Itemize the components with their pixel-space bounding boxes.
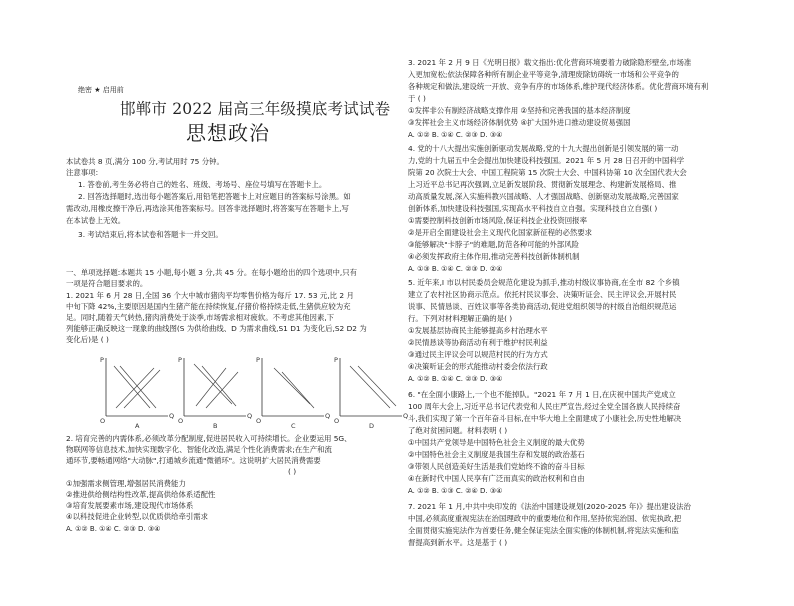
question-1-text: 1. 2021 年 6 月 28 日,全国 36 个大中城市猪肉平均零售价格为每斤 17. 53 元,比 2 月 [66,291,354,300]
question-7-text: 中国,必须高度重视宪法在治国理政中的重要地位和作用,坚持依宪治国、依宪执政,把 [408,514,682,523]
notice-line: 1. 答卷前,考生务必将自己的姓名、班级、考场号、座位号填写在答题卡上。 [78,180,327,189]
question-1-text: 变化后)是 ( ) [66,335,109,344]
question-4-text: 创新体系,加快建设科技强国,实现高水平科技自立自强。实现科技自立自强( ) [408,204,658,213]
notice-line: 在本试卷上无效。 [66,216,126,225]
question-4-option: ④必须发挥政府主体作用,推动完善科技创新体制机制 [408,252,580,261]
curve-line [196,368,226,406]
question-4-option: ①需要控制科技创新市场风险,保证科技企业投资回报率 [408,216,587,225]
question-4-answers: A. ①③ B. ①④ C. ②③ D. ②④ [408,265,503,273]
notice-line: 2. 回答选择题时,选出每小题答案后,用铅笔把答题卡上对应题目的答案标号涂黑。如 [78,192,351,201]
quantity-axis-label: Q [403,412,409,420]
question-5-text: 行。下列对材料理解正确的是( ) [408,314,513,323]
quantity-axis-label: Q [169,412,175,420]
question-2-option: ①加强需求侧管理,增强居民消费能力 [66,479,186,488]
question-2-text: 2. 培育完善的内需体系,必须改革分配制度,促进居民收入可持续增长。企业要运用 5G、 [66,434,352,443]
question-4-option: ③能够解决"卡脖子"的难题,防范各种可能的外部风险 [408,240,579,249]
question-5-option: ④决策听证会的形式能推动村委会依法行政 [408,362,548,371]
exam-title: 邯郸市 2022 届高三年级摸底考试试卷 [120,100,391,118]
question-1-text: 足。同时,随着天气转热,猪肉消费处于淡季,市场需求相对疲软。不考虑其他因素,下 [66,313,335,322]
section-heading: 一、单项选择题:本题共 15 小题,每小题 3 分,共 45 分。在每小题给出的四个选项中,只有 [66,268,358,277]
question-3-option: ③发挥社会主义市场经济体制优势 ④扩大国外进口推动建设贸易强国 [408,118,631,127]
question-4-text: 4. 党的十八大提出实施创新驱动发展战略,党的十九大提出创新是引领发展的第一动 [408,144,679,153]
curve-line [116,368,154,408]
question-2-text: ( ) [288,467,297,476]
curve-line [282,372,314,408]
question-6-text: 了绝对贫困问题。材料表明 ( ) [408,426,508,435]
notice-heading: 注意事项: [66,168,99,177]
question-3-text: 3. 2021 年 2 月 9 日《光明日报》载文指出:优化营商环境要着力破除隐形壁垒,市场准 [408,58,692,67]
question-6-option: ③带领人民创造美好生活是我们党始终不渝的奋斗目标 [408,462,585,471]
question-5-text: 说事、民情恳谈、百姓议事等各类协商活动,促进党组织领导的村级自治组织规范运 [408,302,677,311]
question-6-option: ②中国特色社会主义制度是我国生存和发展的政治基石 [408,450,585,459]
question-4-text: 院第 20 次院士大会、中国工程院第 15 次院士大会、中国科协第 10 次全国代表大会 [408,168,687,177]
supply-demand-graphs [100,352,409,430]
panel-letter: C [291,422,296,430]
question-6-text: 6. "在全面小康路上,一个也不能掉队。"2021 年 7 月 1 日,在庆祝中国共产党成立 [408,390,676,399]
question-6-option: ①中国共产党领导是中国特色社会主义制度的最大优势 [408,438,585,447]
curve-line [274,368,310,404]
question-2-text: 物联网等信息技术,加快实现数字化、智能化改造,满足个性化消费需求;在生产和流 [66,445,332,454]
question-3-text: 各种规定和做法,建设统一开放、竞争有序的市场体系,维护现代经济体系。优化营商环境有利 [408,82,709,91]
question-6-answers: A. ①② B. ①③ C. ②④ D. ③④ [408,487,503,495]
notice-line: 需改动,用橡皮擦干净后,再选涂其他答案标号。回答非选择题时,将答案写在答题卡上,写 [66,204,349,213]
origin-label: O [256,417,262,425]
quantity-axis-label: Q [325,412,331,420]
question-2-answers: A. ①② B. ①④ C. ②③ D. ③④ [66,525,161,533]
question-3-option: ①发挥非公有制经济战略支撑作用 ②坚持和完善我国的基本经济制度 [408,106,631,115]
price-axis-label: P [256,356,260,364]
question-5-option: ③通过民主评议会可以规范村民的行为方式 [408,350,548,359]
question-5-option: ②民情恳谈等协商活动有利于维护村民利益 [408,338,548,347]
price-axis-label: P [334,356,338,364]
curve-line [358,366,396,406]
question-4-text: 上习近平总书记再次强调,立足新发展阶段、贯彻新发展理念、构建新发展格局、推 [408,180,677,189]
question-5-text: 5. 近年来,I 市以村民委员会规范化建设为抓手,推动村级议事协商,在全市 82 个乡镇 [408,278,680,287]
origin-label: O [100,417,106,425]
question-3-text: 于 ( ) [408,94,426,103]
question-1-text: 列能够正确反映这一现象的曲线图(S 为供给曲线、D 为需求曲线,S1 D1 为变化后,S2 D2 为 [66,324,367,333]
panel-letter: A [135,422,140,430]
question-2-option: ②推进供给侧结构性改革,提高供给体系适配性 [66,490,216,499]
question-2-text: 通环节,要畅通网络"大动脉",打通城乡流通"微循环"。这说明扩大居民消费需要 [66,456,321,465]
curve-line [124,370,160,408]
question-6-text: 斗,我们实现了第一个百年奋斗目标,在中华大地上全面建成了小康社会,历史性地解决 [408,414,682,423]
curve-line [350,366,390,408]
question-7-text: 7. 2021 年 1 月,中共中央印发的《法治中国建设规划(2020-2025 年)》提出建设法治 [408,502,691,511]
question-5-answers: A. ①② B. ①④ C. ②③ D. ③④ [408,375,503,383]
price-axis-label: P [100,356,104,364]
curve-line [114,366,150,408]
question-5-option: ①发展基层协商民主能够提高乡村治理水平 [408,326,548,335]
quantity-axis-label: Q [247,412,253,420]
subject-title: 思想政治 [186,121,270,145]
confidential-label: 绝密 ★ 启用前 [78,86,124,94]
question-1-text: 中旬下降 42%,主要原因是国内生猪产能在持续恢复,仔猪价格持续走低,生猪供应较为充 [66,302,351,311]
panel-letter: D [369,422,375,430]
exam-intro: 本试卷共 8 页,满分 100 分,考试用时 75 分钟。 [66,157,224,166]
question-3-text: 入更加宽松;依法保障各种所有制企业平等竞争,清理废除妨碍统一市场和公平竞争的 [408,70,679,79]
question-4-option: ②是开启全面建设社会主义现代化国家新征程的必然要求 [408,228,593,237]
origin-label: O [334,417,340,425]
supply-demand-svg [100,352,409,430]
curve-line [120,366,156,408]
price-axis-label: P [178,356,182,364]
question-4-text: 动高质量发展,深入实施科教兴国战略、人才强国战略、创新驱动发展战略,完善国家 [408,192,679,201]
question-4-text: 力,党的十九届五中全会提出加快建设科技强国。2021 年 5 月 28 日召开的中国科学 [408,156,685,165]
panel-letter: B [213,422,218,430]
question-3-answers: A. ①② B. ①④ C. ②③ D. ③④ [408,131,503,139]
question-7-text: 全面贯彻实施宪法作为首要任务,健全保证宪法全面实施的体制机制,将宪法实施和监 [408,526,679,535]
question-2-option: ③培育发展要素市场,建设现代市场体系 [66,501,194,510]
origin-label: O [178,417,184,425]
curve-line [202,366,236,406]
question-6-text: 100 周年大会上,习近平总书记代表党和人民庄严宣告,经过全党全国各族人民持续奋 [408,402,681,411]
question-2-option: ④以科技促进企业转型,以优质供给牵引需求 [66,512,209,521]
notice-line: 3. 考试结束后,将本试卷和答题卡一并交回。 [78,230,223,239]
question-7-text: 督提高到新水平。这是基于 ( ) [408,538,508,547]
question-6-option: ④在新时代中国人民享有广泛而真实的政治权利和自由 [408,474,585,483]
question-5-text: 建立了农村社区协商示范点。依托村民议事会、决策听证会、民主评议会,开展村民 [408,290,677,299]
section-heading: 一项是符合题目要求的。 [66,279,148,288]
